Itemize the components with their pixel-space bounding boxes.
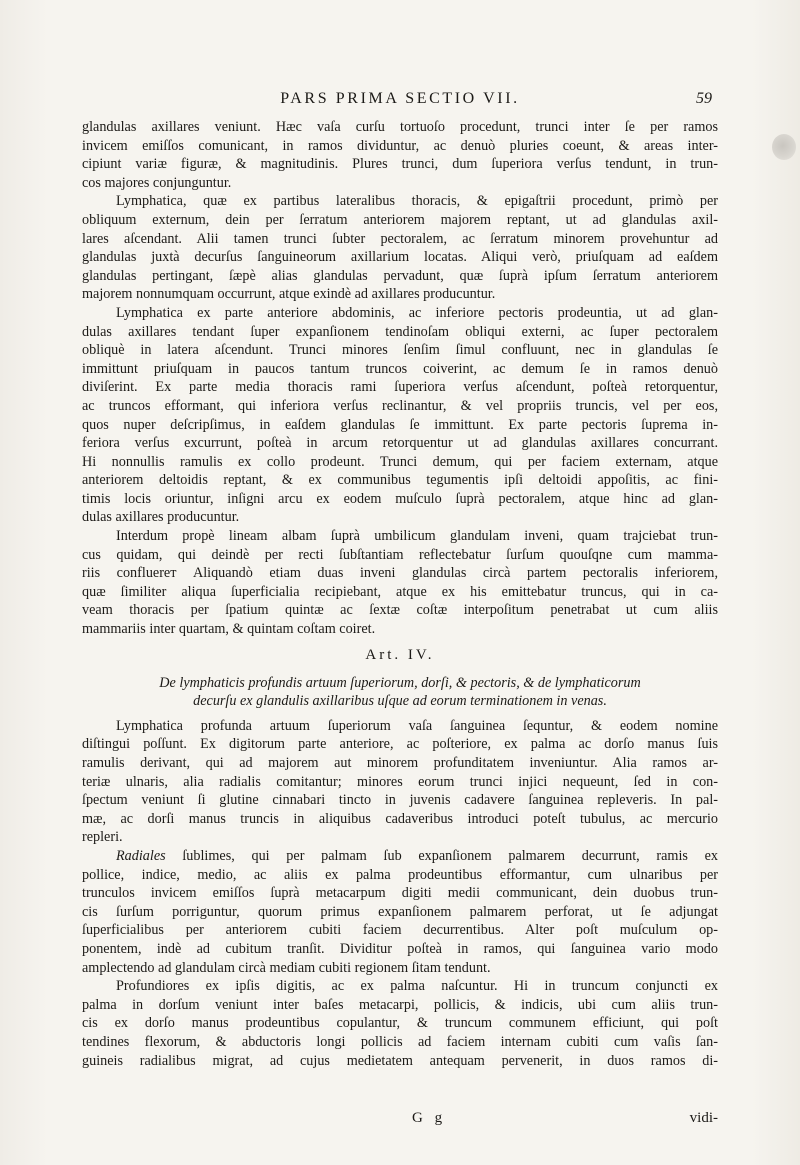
text-line: glandulas pertingant, ſæpè alias glandulas pervadunt, quæ ſuprà ipſum ſerratum anteriorem xyxy=(82,267,718,284)
page-footer xyxy=(82,1110,718,1130)
text-line: cos majores conjunguntur. xyxy=(82,174,232,191)
paragraph-a xyxy=(82,118,718,192)
article-heading: Art. IV. xyxy=(365,646,435,663)
running-header xyxy=(80,90,720,112)
text-line: ramulis derivant, qui ad majorem aut minorem profunditatem inveniuntur. Alia ramos ar- xyxy=(82,755,718,771)
text-line: veam thoracis per ſpatium quintæ ac ſextæ coſtæ interpoſitum penetrabat ut cum aliis xyxy=(82,602,718,619)
paper-hole-mark xyxy=(772,134,796,160)
text-line: immittunt priuſquam in paucos tantum truncos coiverint, ac demum ſe in ramos denuò xyxy=(82,360,718,377)
text-line: glandulas axillares veniunt. Hæc vaſa curſu tortuoſo procedunt, trunci inter ſe per ramos xyxy=(82,119,718,135)
text-line: pollice, indice, medio, ac aliis ex palma prodeuntibus efformantur, cum ulnaribus per xyxy=(82,866,718,883)
text-line: lares aſcendant. Alii tamen trunci ſubter pectoralem, ac ſerratum minorem provehuntur ad xyxy=(82,230,718,247)
text-line: amplectendo ad glandulam circà mediam cubiti regionem ſitam tendunt. xyxy=(82,959,491,976)
text-line: obliquum externum, dein per ſerratum anteriorem majorem reptant, ut ad glandulas axil- xyxy=(82,211,718,228)
text-line: ſpectum veniunt ſi glutine cinnabari tincto in juvenis cadavere ſanguinea repleveris. In pal- xyxy=(82,792,718,809)
text-line: Interdum propè lineam albam ſuprà umbilicum glandulam inveni, quam trajciebat trun- xyxy=(116,528,718,545)
text-line: invicem emiſſos comunicant, in ramos dividuntur, ac denuò pluries coeunt, & areas inter- xyxy=(82,137,718,154)
text-line: riis confluerет Aliquandò etiam duas inveni glandulas circà partem pectoralis inferiorem, xyxy=(82,565,718,582)
text-line: Radiales ſublimes, qui per palmam ſub expanſionem palmarem decurrunt, ramis ex xyxy=(116,847,718,864)
text-line: teriæ ulnaris, alia radialis comitantur; minores eorum trunci injici nequeunt, ſed in con- xyxy=(82,773,718,790)
text-line: ponentem, indè ad cubitum tranſit. Dividitur poſteà in ramos, qui ſanguinea vario modo xyxy=(82,940,718,957)
text-line: ſuperficialibus per anteriorem cubiti faciem decurrentibus. Alter poſt muſculum op- xyxy=(82,922,718,939)
text-line: guineis radialibus migrat, ad cujus medietatem antequam pervenerit, in duos ramos di- xyxy=(82,1052,718,1069)
text-line: obliquè in latera aſcendunt. Trunci minores ſenſim ſimul confluunt, nec in glandulas ſe xyxy=(82,342,718,359)
paragraph-d xyxy=(82,527,718,639)
text-line: anteriorem deltoidis reptant, & ex communibus tegumentis ipſi deltoidi appoſitis, ac fini- xyxy=(82,472,718,489)
text-line: majorem nonnumquam occurrunt, atque exindè ad axillares producuntur. xyxy=(82,286,496,303)
text-line: timis locis oriuntur, inſigni arcu ex eodem muſculo ſuprà pectoralem, atque hinc ad glan- xyxy=(82,490,718,507)
paragraph-f xyxy=(82,847,718,977)
text-line: quos nuper deſcripſimus, in eaſdem glandulas ſe immittunt. Ex parte pectoris ſuprema in- xyxy=(82,416,718,433)
text-line: diviſerint. Ex parte media thoracis rami ſuperiora verſus aſcendunt, poſteà retorquentur, xyxy=(82,379,718,396)
text-line: feriora verſus excurrunt, poſteà in arcum retorquentur ut ad glandulas axillares concurrant. xyxy=(82,435,718,452)
text-line: dulas axillares tendant ſuper expanſionem tendinoſam obliqui externi, ac ſuper pectoralem xyxy=(82,323,718,340)
article-subtitle-2: decurſu ex glandulis axillaribus uſque ad eorum terminationem in venas. xyxy=(193,693,607,710)
text-line: dulas axillares producuntur. xyxy=(82,509,240,526)
text-line: glandulas juxtà decurſus ſanguineorum axillarium locatas. Aliqui verò, priuſquam ad eaſdem xyxy=(82,249,718,266)
text-line: trunculos invicem emiſſos ſuprà metacarpum digiti medii communicant, dein duobus trun- xyxy=(82,885,718,902)
text-line: Lymphatica profunda artuum ſuperiorum vaſa ſanguinea ſequntur, & eodem nomine xyxy=(116,717,718,734)
page-number: 59 xyxy=(696,90,712,107)
article-subtitle-1: De lymphaticis profundis artuum ſuperiorum, dorſi, & pectoris, & de lymphaticorum xyxy=(159,674,641,691)
text-line: tendines flexorum, & abductoris longi pollicis ad faciem internam cubiti cum vaſis ſan- xyxy=(82,1033,718,1050)
text-line: cus quidam, qui deindè per recti ſubſtantiam reflectebatur ſurſum quouſqne cum mamma- xyxy=(82,546,718,563)
text-line: palma in dorſum veniunt inter baſes metacarpi, pollicis, & indicis, ubi cum aliis trun- xyxy=(82,996,718,1013)
signature-mark: G g xyxy=(412,1110,447,1126)
main-text xyxy=(82,118,718,1070)
text-line: mammariis inter quartam, & quintam coſtam coiret. xyxy=(82,621,376,638)
text-line: cis ſurſum porriguntur, quorum primus expanſionem palmarem perforat, ut ſe adjungat xyxy=(82,903,718,920)
text-line: Lymphatica, quæ ex partibus lateralibus thoracis, & epigaſtrii procedunt, primò per xyxy=(116,193,718,210)
paragraph-e xyxy=(82,717,718,847)
text-line: quæ ſimiliter aliqua ſuperficialia recipiebant, atque ex his emittebatur truncus, qui in ca- xyxy=(82,583,718,600)
text-line: mæ, ac dorſi manus truncis in aliquibus cadaveribus introduci poteſt tubulus, ac mercurio xyxy=(82,810,718,827)
text-line: Hi nonnullis ramulis ex collo prodeunt. Trunci demum, qui per faciem externam, atque xyxy=(82,453,718,470)
text-line: Lymphatica ex parte anteriore abdominis, ac inferiore pectoris prodeuntia, ut ad glan- xyxy=(116,304,718,321)
text-line: ac truncos efformant, qui inferiora verſus reclinantur, & vel propriis truncis, vel per eos, xyxy=(82,397,718,414)
running-title: PARS PRIMA SECTIO VII. xyxy=(280,90,520,107)
paragraph-g xyxy=(82,977,718,1070)
text-line: cis ex dorſo manus prodeuntibus copulantur, & truncum communem efficiunt, qui poſt xyxy=(82,1015,718,1032)
text-line: Profundiores ex ipſis digitis, ac ex palma naſcuntur. Hi in truncum conjuncti ex xyxy=(116,978,718,995)
paragraph-b xyxy=(82,192,718,304)
text-line: repleri. xyxy=(82,829,123,846)
text-line: diſtingui poſſunt. Ex digitorum parte anteriore, ac poſteriore, ex palma ac dorſo manus ſuis xyxy=(82,736,718,753)
paragraph-c xyxy=(82,304,718,527)
catchword: vidi- xyxy=(689,1110,718,1126)
text-line: cipiunt variæ figuræ, & magnitudinis. Plures trunci, dum ſuperiora verſus tendunt, in trun- xyxy=(82,156,718,173)
